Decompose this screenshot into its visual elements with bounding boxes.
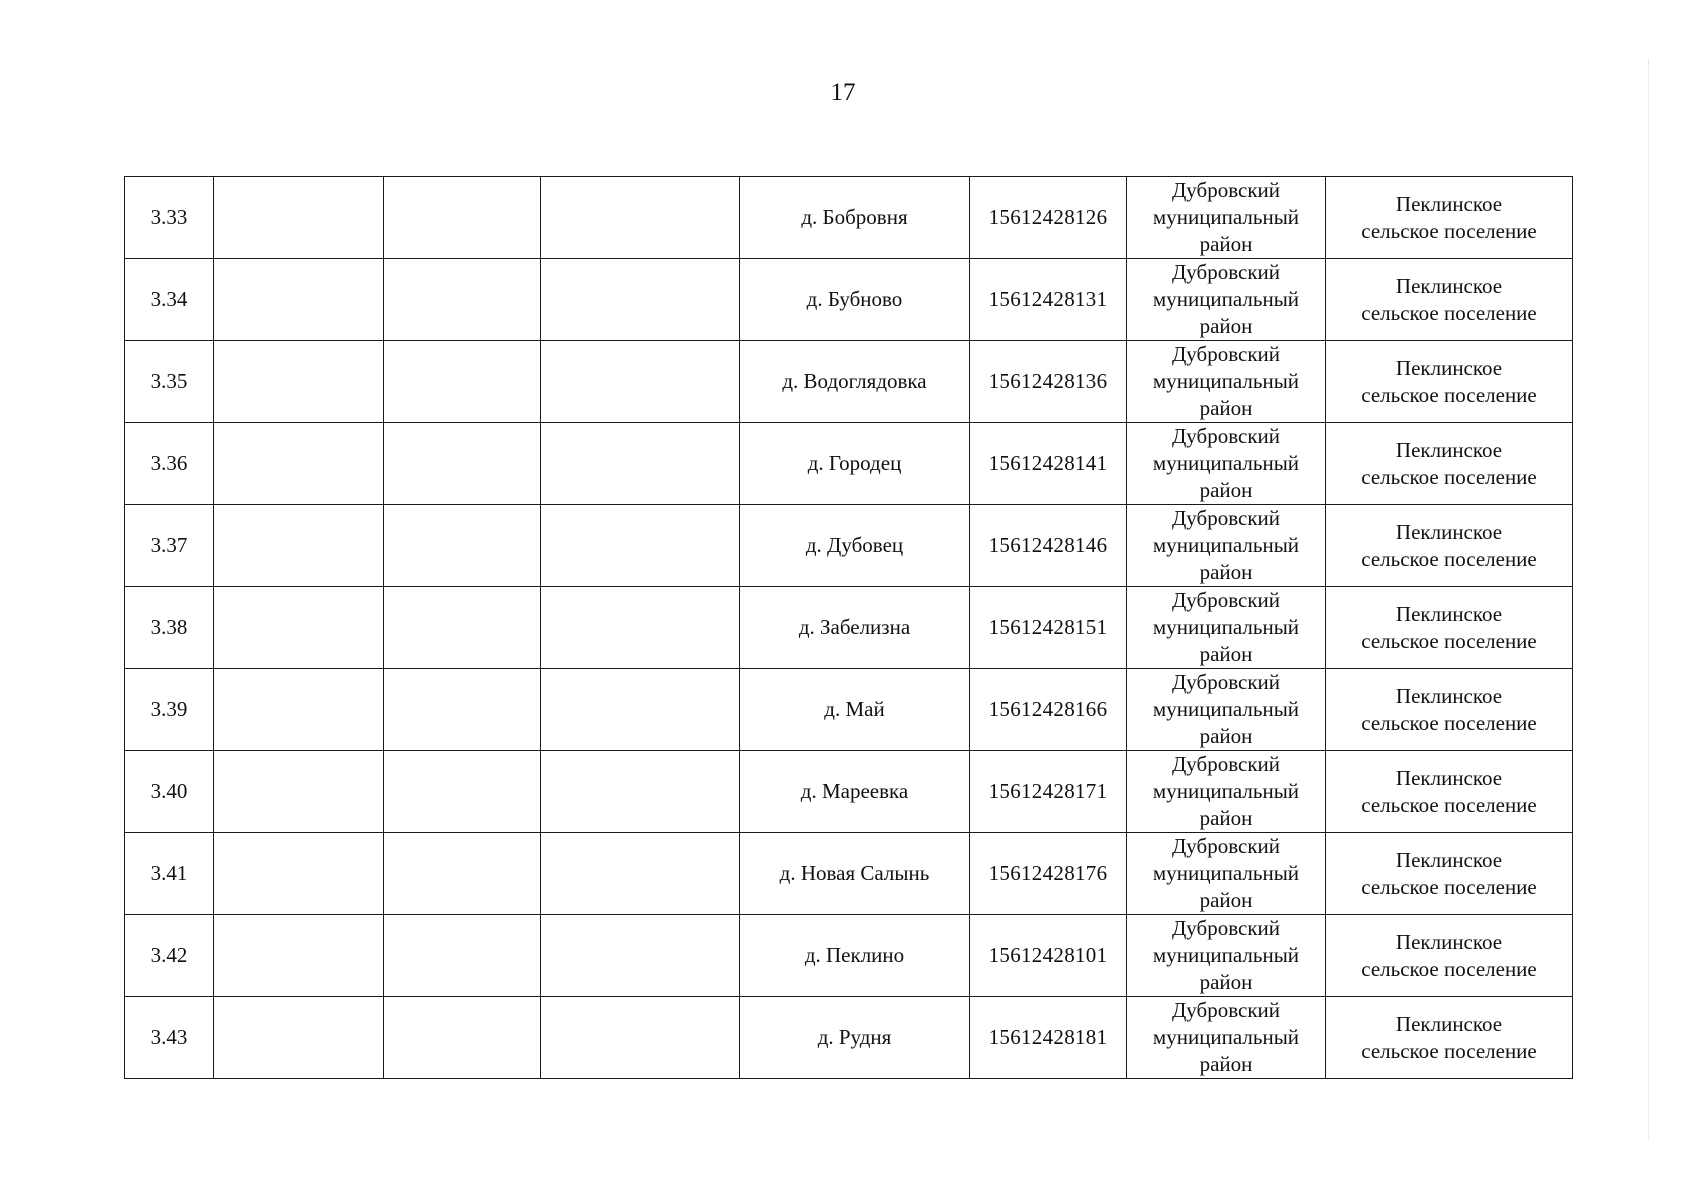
oktmo-code-cell: 15612428101	[970, 915, 1127, 997]
district-line: Дубровский	[1171, 342, 1281, 366]
oktmo-code-cell: 15612428146	[970, 505, 1127, 587]
table-body	[125, 177, 1573, 1079]
district-cell	[1127, 177, 1326, 259]
district-cell	[1127, 341, 1326, 423]
district-line: район	[1199, 970, 1253, 994]
page-number: 17	[830, 79, 856, 106]
municipality-cell	[1326, 423, 1573, 505]
municipality-line: Пеклинское	[1395, 273, 1503, 298]
municipality-cell	[1326, 833, 1573, 915]
district-cell	[1127, 259, 1326, 341]
municipality-line: сельское поселение	[1361, 792, 1537, 817]
row-number-cell: 3.37	[125, 505, 214, 587]
municipality-line: Пеклинское	[1395, 847, 1503, 872]
table-row	[125, 997, 1573, 1079]
row-number-cell: 3.40	[125, 751, 214, 833]
empty-cell-col3	[384, 915, 541, 997]
district-line: муниципальный	[1152, 615, 1300, 639]
table-row	[125, 259, 1573, 341]
district-line: район	[1199, 560, 1253, 584]
empty-cell-col2	[214, 587, 384, 669]
municipality-line: сельское поселение	[1361, 1038, 1537, 1063]
municipality-line: Пеклинское	[1395, 519, 1503, 544]
settlement-name-cell: д. Забелизна	[740, 587, 970, 669]
district-line: муниципальный	[1152, 943, 1300, 967]
settlement-name-cell: д. Мареевка	[740, 751, 970, 833]
municipality-cell	[1326, 587, 1573, 669]
district-cell	[1127, 505, 1326, 587]
row-number-cell: 3.41	[125, 833, 214, 915]
empty-cell-col3	[384, 751, 541, 833]
district-line: Дубровский	[1171, 178, 1281, 202]
municipality-line: Пеклинское	[1395, 765, 1503, 790]
municipality-line: Пеклинское	[1395, 1011, 1503, 1036]
table-row	[125, 833, 1573, 915]
district-line: Дубровский	[1171, 998, 1281, 1022]
empty-cell-col3	[384, 259, 541, 341]
municipality-cell	[1326, 997, 1573, 1079]
register-table-wrapper	[124, 176, 1573, 1079]
municipality-cell	[1326, 751, 1573, 833]
empty-cell-col2	[214, 177, 384, 259]
empty-cell-col2	[214, 505, 384, 587]
empty-cell-col2	[214, 915, 384, 997]
table-row	[125, 505, 1573, 587]
empty-cell-col4	[541, 997, 740, 1079]
empty-cell-col4	[541, 669, 740, 751]
settlement-name-cell: д. Новая Салынь	[740, 833, 970, 915]
settlement-name-cell: д. Городец	[740, 423, 970, 505]
empty-cell-col3	[384, 505, 541, 587]
municipality-line: сельское поселение	[1361, 628, 1537, 653]
district-line: муниципальный	[1152, 287, 1300, 311]
district-line: Дубровский	[1171, 424, 1281, 448]
empty-cell-col4	[541, 833, 740, 915]
settlement-name-cell: д. Май	[740, 669, 970, 751]
empty-cell-col2	[214, 341, 384, 423]
municipality-cell	[1326, 341, 1573, 423]
row-number-cell: 3.38	[125, 587, 214, 669]
empty-cell-col2	[214, 669, 384, 751]
municipality-cell	[1326, 669, 1573, 751]
municipality-line: Пеклинское	[1395, 355, 1503, 380]
table-row	[125, 669, 1573, 751]
district-line: муниципальный	[1152, 697, 1300, 721]
district-cell	[1127, 587, 1326, 669]
settlement-name-cell: д. Водоглядовка	[740, 341, 970, 423]
row-number-cell: 3.42	[125, 915, 214, 997]
municipality-line: сельское поселение	[1361, 874, 1537, 899]
municipality-line: Пеклинское	[1395, 601, 1503, 626]
district-cell	[1127, 997, 1326, 1079]
district-line: район	[1199, 806, 1253, 830]
municipality-cell	[1326, 915, 1573, 997]
row-number-cell: 3.34	[125, 259, 214, 341]
municipality-cell	[1326, 259, 1573, 341]
district-line: Дубровский	[1171, 260, 1281, 284]
municipality-line: сельское поселение	[1361, 956, 1537, 981]
district-line: муниципальный	[1152, 861, 1300, 885]
district-line: район	[1199, 1052, 1253, 1076]
empty-cell-col3	[384, 341, 541, 423]
settlement-name-cell: д. Бубново	[740, 259, 970, 341]
district-line: район	[1199, 642, 1253, 666]
empty-cell-col4	[541, 341, 740, 423]
settlement-name-cell: д. Пеклино	[740, 915, 970, 997]
district-line: муниципальный	[1152, 451, 1300, 475]
district-cell	[1127, 669, 1326, 751]
settlements-table	[124, 176, 1573, 1079]
settlement-name-cell: д. Бобровня	[740, 177, 970, 259]
municipality-line: Пеклинское	[1395, 929, 1503, 954]
row-number-cell: 3.33	[125, 177, 214, 259]
oktmo-code-cell: 15612428176	[970, 833, 1127, 915]
row-number-cell: 3.36	[125, 423, 214, 505]
empty-cell-col4	[541, 751, 740, 833]
settlement-name-cell: д. Дубовец	[740, 505, 970, 587]
district-line: муниципальный	[1152, 779, 1300, 803]
empty-cell-col2	[214, 751, 384, 833]
municipality-cell	[1326, 177, 1573, 259]
empty-cell-col4	[541, 915, 740, 997]
empty-cell-col2	[214, 997, 384, 1079]
municipality-line: сельское поселение	[1361, 546, 1537, 571]
municipality-line: сельское поселение	[1361, 710, 1537, 735]
district-line: Дубровский	[1171, 834, 1281, 858]
empty-cell-col2	[214, 259, 384, 341]
district-cell	[1127, 915, 1326, 997]
district-line: муниципальный	[1152, 369, 1300, 393]
settlement-name-cell: д. Рудня	[740, 997, 970, 1079]
empty-cell-col3	[384, 997, 541, 1079]
municipality-cell	[1326, 505, 1573, 587]
table-row	[125, 423, 1573, 505]
oktmo-code-cell: 15612428181	[970, 997, 1127, 1079]
municipality-line: сельское поселение	[1361, 464, 1537, 489]
row-number-cell: 3.43	[125, 997, 214, 1079]
district-line: Дубровский	[1171, 670, 1281, 694]
municipality-line: сельское поселение	[1361, 300, 1537, 325]
empty-cell-col3	[384, 587, 541, 669]
district-cell	[1127, 423, 1326, 505]
district-line: район	[1199, 314, 1253, 338]
empty-cell-col2	[214, 423, 384, 505]
district-line: Дубровский	[1171, 506, 1281, 530]
district-line: муниципальный	[1152, 533, 1300, 557]
table-row	[125, 751, 1573, 833]
oktmo-code-cell: 15612428126	[970, 177, 1127, 259]
district-cell	[1127, 833, 1326, 915]
district-line: район	[1199, 396, 1253, 420]
empty-cell-col3	[384, 833, 541, 915]
municipality-line: сельское поселение	[1361, 218, 1537, 243]
scan-noise-line	[1648, 60, 1649, 1140]
district-line: Дубровский	[1171, 588, 1281, 612]
empty-cell-col2	[214, 833, 384, 915]
municipality-line: Пеклинское	[1395, 191, 1503, 216]
table-row	[125, 341, 1573, 423]
oktmo-code-cell: 15612428171	[970, 751, 1127, 833]
district-line: район	[1199, 724, 1253, 748]
oktmo-code-cell: 15612428131	[970, 259, 1127, 341]
district-line: Дубровский	[1171, 752, 1281, 776]
district-line: Дубровский	[1171, 916, 1281, 940]
district-line: район	[1199, 888, 1253, 912]
empty-cell-col4	[541, 177, 740, 259]
row-number-cell: 3.35	[125, 341, 214, 423]
district-line: район	[1199, 232, 1253, 256]
empty-cell-col4	[541, 423, 740, 505]
district-line: муниципальный	[1152, 205, 1300, 229]
empty-cell-col4	[541, 587, 740, 669]
oktmo-code-cell: 15612428151	[970, 587, 1127, 669]
empty-cell-col3	[384, 423, 541, 505]
table-row	[125, 177, 1573, 259]
municipality-line: Пеклинское	[1395, 437, 1503, 462]
district-cell	[1127, 751, 1326, 833]
district-line: район	[1199, 478, 1253, 502]
oktmo-code-cell: 15612428136	[970, 341, 1127, 423]
district-line: муниципальный	[1152, 1025, 1300, 1049]
empty-cell-col3	[384, 177, 541, 259]
empty-cell-col3	[384, 669, 541, 751]
empty-cell-col4	[541, 505, 740, 587]
empty-cell-col4	[541, 259, 740, 341]
oktmo-code-cell: 15612428166	[970, 669, 1127, 751]
row-number-cell: 3.39	[125, 669, 214, 751]
oktmo-code-cell: 15612428141	[970, 423, 1127, 505]
table-row	[125, 915, 1573, 997]
table-row	[125, 587, 1573, 669]
municipality-line: Пеклинское	[1395, 683, 1503, 708]
municipality-line: сельское поселение	[1361, 382, 1537, 407]
